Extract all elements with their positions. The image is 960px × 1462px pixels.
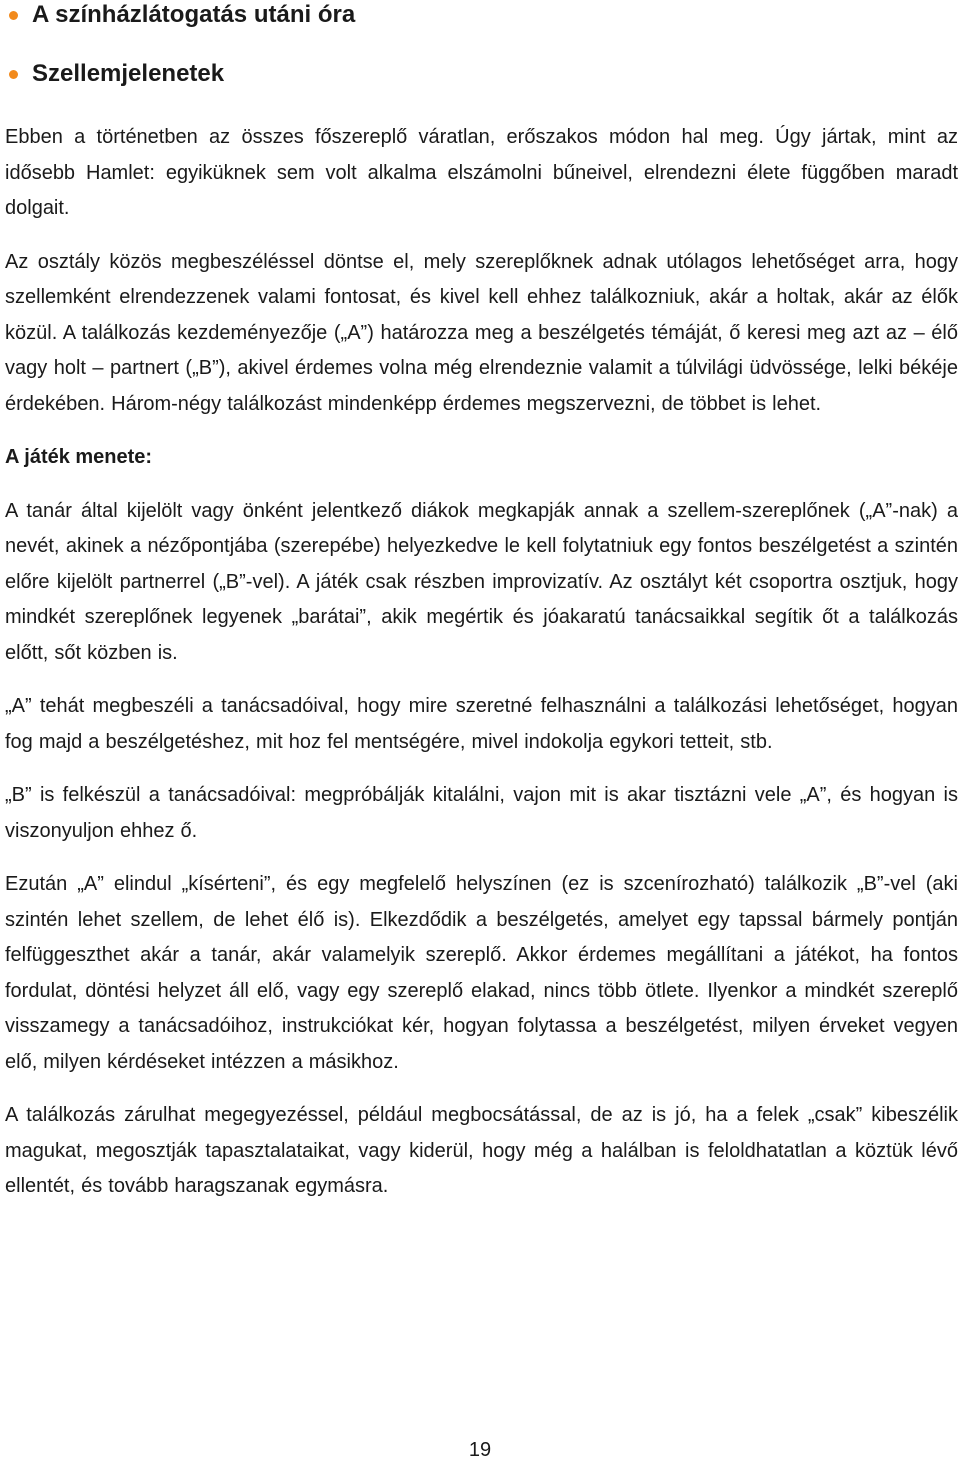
paragraph-game-flow: A tanár által kijelölt vagy önként jelentkező diákok megkapják annak a szellem-szereplőnek („A”-nak) a nevét, akinek a nézőpontjába (szerepébe) helyezkedve le kell folytatniuk egy fontos beszélgetést a szintén előre kijelölt partnerrel („B”-vel). A játék csak részben improvizatív. Az osztályt két csoportra osztjuk, hogy mindkét szereplőnek legyenek „barátai”, akik megértik és jóakaratú tanácsaikkal segítik őt a találkozás előtt, sőt közben is. — [5, 499, 958, 664]
bullet-dot-icon — [9, 70, 18, 79]
paragraph-task: Az osztály közös megbeszéléssel döntse el, mely szereplőknek adnak utólagos lehetőséget arra, hogy szellemként elrendezzenek valami fontosat, és kivel kell ehhez találkozniuk, akár a holtak, akár az élők közül. A találkozás kezdeményezője („A”) határozza meg a beszélgetés témáját, ő keresi meg azt az – élő vagy holt – partnert („B”), akivel érdemes volna még elrendeznie valamit a túlvilági üdvössége, lelki békéje érdekében. Három-négy találkozást mindenképp érdemes megszervezni, de többet is lehet. — [5, 250, 958, 415]
paragraph-b-preparation: „B” is felkészül a tanácsadóival: megpróbálják kitalálni, vajon mit is akar tisztázni vele „A”, és hogyan is viszonyuljon ehhez ő. — [5, 784, 958, 842]
page-number: 19 — [468, 1439, 492, 1461]
paragraph-ending: A találkozás zárulhat megegyezéssel, például megbocsátással, de az is jó, ha a felek „csak” kibeszélik magukat, megosztják tapasztalataikat, vagy kiderül, hogy még a halálban is feloldhatatlan a köztük lévő ellentét, és tovább haragszanak egymásra. — [5, 1104, 958, 1197]
bullet-dot-icon — [9, 11, 18, 20]
paragraph-a-preparation: „A” tehát megbeszéli a tanácsadóival, hogy mire szeretné felhasználni a találkozási lehetőséget, hogyan fog majd a beszélgetéshez, mit hoz fel mentségére, mivel indokolja egykori tetteit, stb. — [5, 695, 958, 753]
paragraph-meeting: Ezután „A” elindul „kísérteni”, és egy megfelelő helyszínen (ez is szcenírozható) találkozik „B”-vel (aki szintén lehet szellem, de lehet élő is). Elkezdődik a beszélgetés, amelyet egy tapssal bármely pontján felfüggeszthet akár a tanár, akár valamelyik szereplő. Akkor érdemes megállítani a játékot, ha fontos fordulat, döntési helyzet áll elő, vagy egy szereplő elakad, nincs több ötlete. Ilyenkor a mindkét szereplő visszamegy a tanácsadóihoz, instrukciókat kér, hogyan folytassa a beszélgetést, milyen érveket vegyen elő, milyen kérdéseket intézzen a másikhoz. — [5, 873, 958, 1073]
document-page — [5, 0, 958, 1205]
subsection-heading-text: Szellemjelenetek — [32, 60, 225, 87]
paragraph-intro: Ebben a történetben az összes főszereplő váratlan, erőszakos módon hal meg. Úgy jártak, mint az idősebb Hamlet: egyiküknek sem volt alkalma elszámolni bűneivel, elrendezni élete függőben maradt dolgait. — [5, 126, 958, 219]
game-flow-heading: A játék menete: — [5, 446, 153, 468]
section-heading-text: A színházlátogatás utáni óra — [32, 1, 356, 28]
section-heading — [5, 0, 958, 30]
subsection-heading — [5, 59, 958, 89]
